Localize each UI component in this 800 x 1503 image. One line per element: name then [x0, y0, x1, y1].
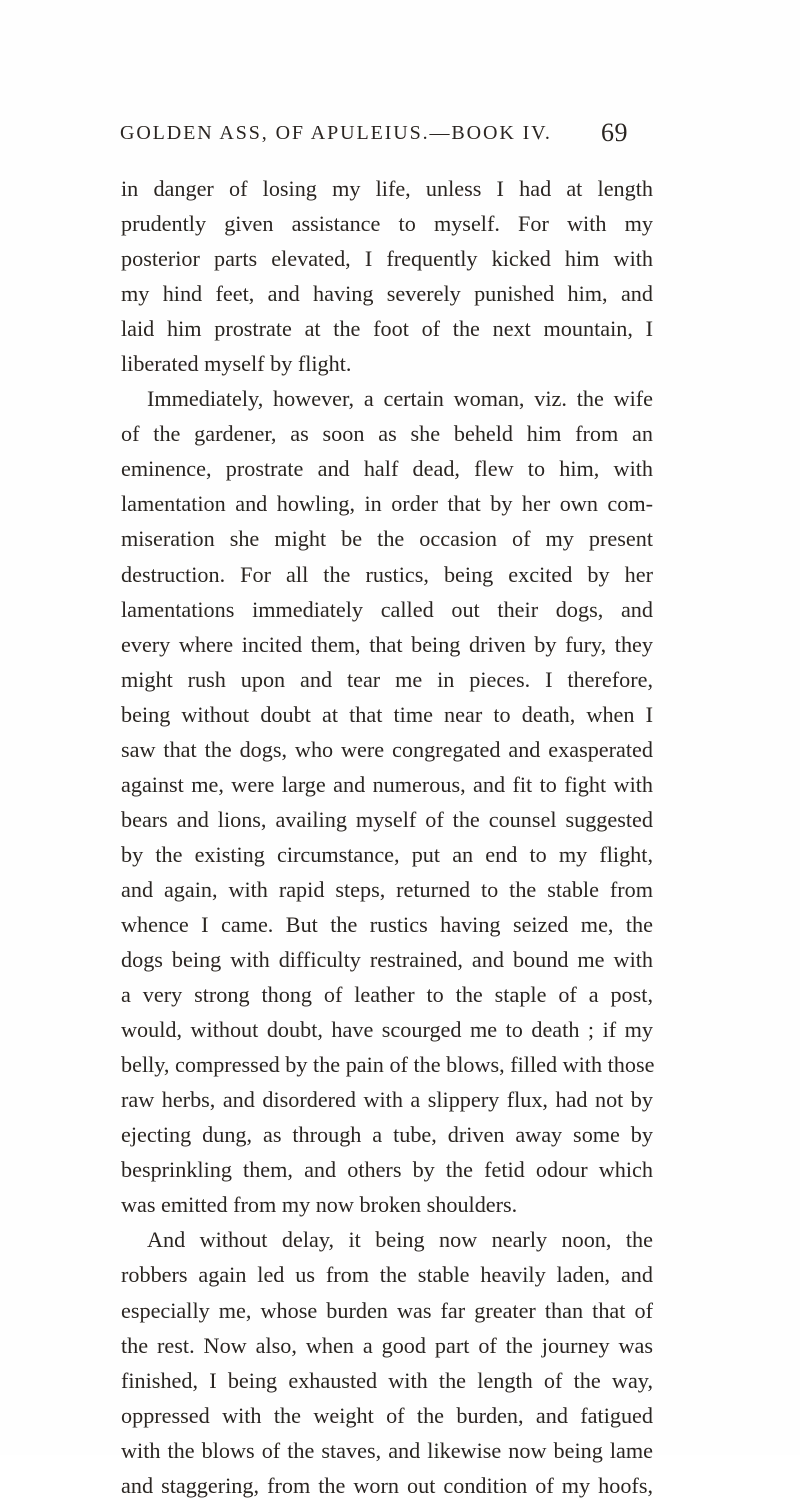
text-line: and again, with rapid steps, returned to the stable from — [121, 876, 653, 902]
text-line: posterior parts elevated, I frequently kicked him with — [121, 246, 653, 272]
text-line: liberated myself by flight. — [121, 351, 352, 377]
text-line: miseration she might be the occasion of my present — [121, 526, 653, 552]
text-line: might rush upon and tear me in pieces. I therefore, — [121, 666, 653, 692]
text-line: lamentation and howling, in order that by her own com- — [121, 491, 653, 517]
text-line: by the existing circumstance, put an end to my flight, — [121, 841, 653, 867]
text-line: oppressed with the weight of the burden, and fatigued — [121, 1402, 653, 1428]
text-line: the rest. Now also, when a good part of the journey was — [121, 1332, 653, 1358]
text-line: destruction. For all the rustics, being excited by her — [121, 561, 653, 587]
text-line: a very strong thong of leather to the staple of a post, — [121, 982, 653, 1008]
text-line: with the blows of the staves, and likewise now being lame — [121, 1437, 653, 1463]
text-line: robbers again led us from the stable heavily laden, and — [121, 1262, 653, 1288]
text-line: of the gardener, as soon as she beheld him from an — [121, 421, 653, 447]
running-head — [120, 118, 628, 150]
text-line: being without doubt at that time near to death, when I — [121, 701, 653, 727]
text-line: Immediately, however, a certain woman, viz. the wife — [147, 386, 653, 412]
running-title: GOLDEN ASS, OF APULEIUS.—BOOK IV. — [120, 122, 552, 144]
text-line: laid him prostrate at the foot of the next mountain, I — [121, 316, 653, 342]
text-line: saw that the dogs, who were congregated and exasperated — [121, 736, 653, 762]
body-text — [121, 171, 653, 1503]
text-line: was emitted from my now broken shoulders. — [121, 1192, 518, 1218]
text-line: raw herbs, and disordered with a slippery flux, had not by — [121, 1087, 653, 1113]
text-line: against me, were large and numerous, and fit to fight with — [121, 771, 653, 797]
text-line: eminence, prostrate and half dead, flew to him, with — [121, 456, 653, 482]
text-line: every where incited them, that being driven by fury, they — [121, 631, 653, 657]
text-line: bears and lions, availing myself of the counsel suggested — [121, 806, 653, 832]
text-line: And without delay, it being now nearly noon, the — [147, 1227, 653, 1253]
text-line: prudently given assistance to myself. For with my — [121, 211, 653, 237]
text-line: belly, compressed by the pain of the blows, filled with those — [121, 1052, 655, 1078]
text-line: ejecting dung, as through a tube, driven away some by — [121, 1122, 653, 1148]
text-line: dogs being with difficulty restrained, and bound me with — [121, 947, 653, 973]
text-line: would, without doubt, have scourged me to death ; if my — [121, 1017, 653, 1043]
text-line: especially me, whose burden was far greater than that of — [121, 1297, 653, 1323]
page-number: 69 — [601, 118, 628, 147]
text-line: in danger of losing my life, unless I had at length — [121, 176, 653, 201]
text-line: whence I came. But the rustics having seized me, the — [121, 911, 653, 937]
text-line: finished, I being exhausted with the length of the way, — [121, 1367, 653, 1393]
text-line: lamentations immediately called out their dogs, and — [121, 596, 653, 622]
text-line: and staggering, from the worn out condition of my hoofs, — [121, 1472, 653, 1498]
text-line: besprinkling them, and others by the fetid odour which — [121, 1157, 653, 1183]
text-line: my hind feet, and having severely punished him, and — [121, 281, 653, 307]
